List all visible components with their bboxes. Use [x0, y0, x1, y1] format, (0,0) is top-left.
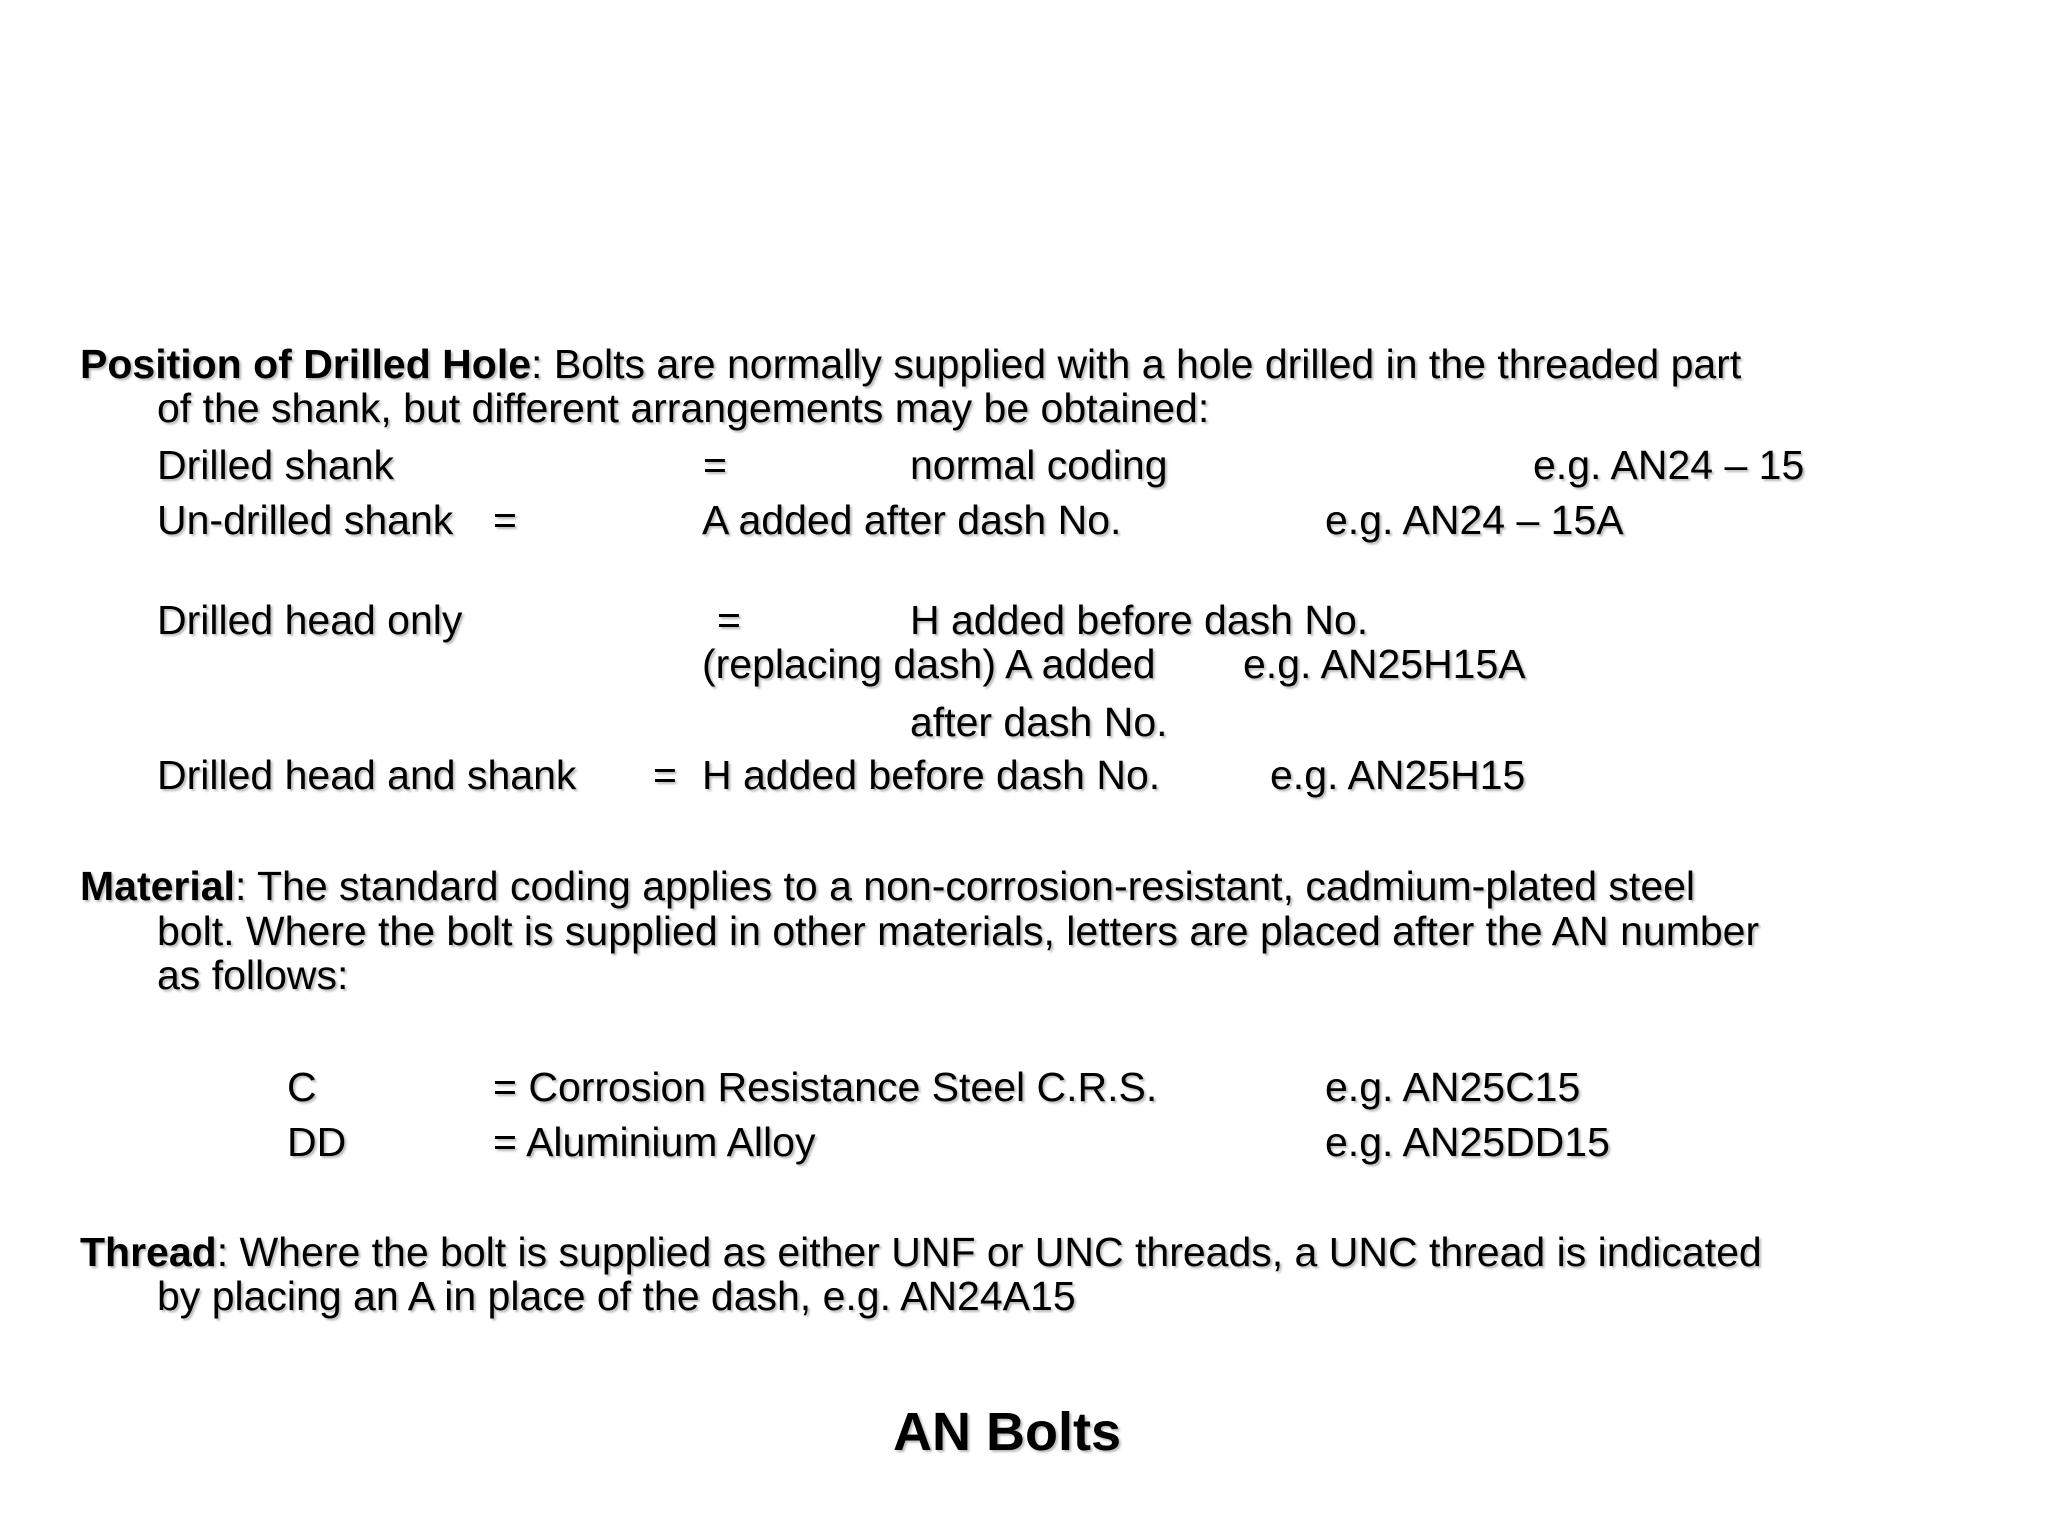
thread-heading: Thread — [80, 1229, 217, 1275]
material-desc-c: = Corrosion Resistance Steel C.R.S. — [493, 1064, 1158, 1110]
thread-line2: by placing an A in place of the dash, e.g. AN24A15 — [157, 1273, 1076, 1319]
drilled-head-shank-desc: H added before dash No. — [702, 752, 1161, 798]
undrilled-shank-example: e.g. AN24 – 15A — [1325, 497, 1624, 543]
position-heading: Position of Drilled Hole — [80, 341, 532, 387]
drilled-head-desc: H added before dash No. — [910, 597, 1369, 643]
drilled-head-desc2: (replacing dash) A added — [702, 641, 1156, 687]
drilled-head-example: e.g. AN25H15A — [1243, 641, 1526, 687]
undrilled-shank-desc: A added after dash No. — [702, 497, 1122, 543]
slide-title: AN Bolts — [893, 1402, 1121, 1462]
undrilled-shank-equals: = — [493, 497, 517, 543]
drilled-shank-desc: normal coding — [910, 442, 1168, 488]
drilled-head-shank-label: Drilled head and shank — [157, 752, 577, 798]
material-paragraph-line1 — [80, 864, 1695, 908]
drilled-shank-equals: = — [703, 442, 727, 488]
material-code-c: C — [287, 1064, 317, 1110]
drilled-head-shank-example: e.g. AN25H15 — [1270, 752, 1526, 798]
undrilled-shank-label: Un-drilled shank — [157, 497, 454, 543]
position-intro-line2: of the shank, but different arrangements may be obtained: — [157, 385, 1210, 431]
drilled-shank-example: e.g. AN24 – 15 — [1533, 442, 1805, 488]
material-code-dd: DD — [287, 1119, 347, 1165]
thread-line1: : Where the bolt is supplied as either UNF or UNC threads, a UNC thread is indicated — [216, 1229, 1762, 1275]
material-heading: Material — [80, 863, 235, 909]
material-line3: as follows: — [157, 952, 349, 998]
material-line1: : The standard coding applies to a non-corrosion-resistant, cadmium-plated steel — [234, 863, 1696, 909]
drilled-head-label: Drilled head only — [157, 597, 463, 643]
drilled-head-desc3: after dash No. — [910, 699, 1168, 745]
drilled-shank-label: Drilled shank — [157, 442, 394, 488]
material-example-c: e.g. AN25C15 — [1325, 1064, 1581, 1110]
material-example-dd: e.g. AN25DD15 — [1325, 1119, 1610, 1165]
thread-paragraph-line1 — [80, 1230, 1762, 1274]
material-desc-dd: = Aluminium Alloy — [493, 1119, 816, 1165]
drilled-head-equals: = — [717, 597, 741, 643]
position-intro-line1: : Bolts are normally supplied with a hole drilled in the threaded part — [531, 341, 1742, 387]
position-paragraph-line1 — [80, 342, 1741, 386]
drilled-head-shank-equals: = — [653, 752, 677, 798]
material-line2: bolt. Where the bolt is supplied in other materials, letters are placed after the AN number — [157, 908, 1760, 954]
